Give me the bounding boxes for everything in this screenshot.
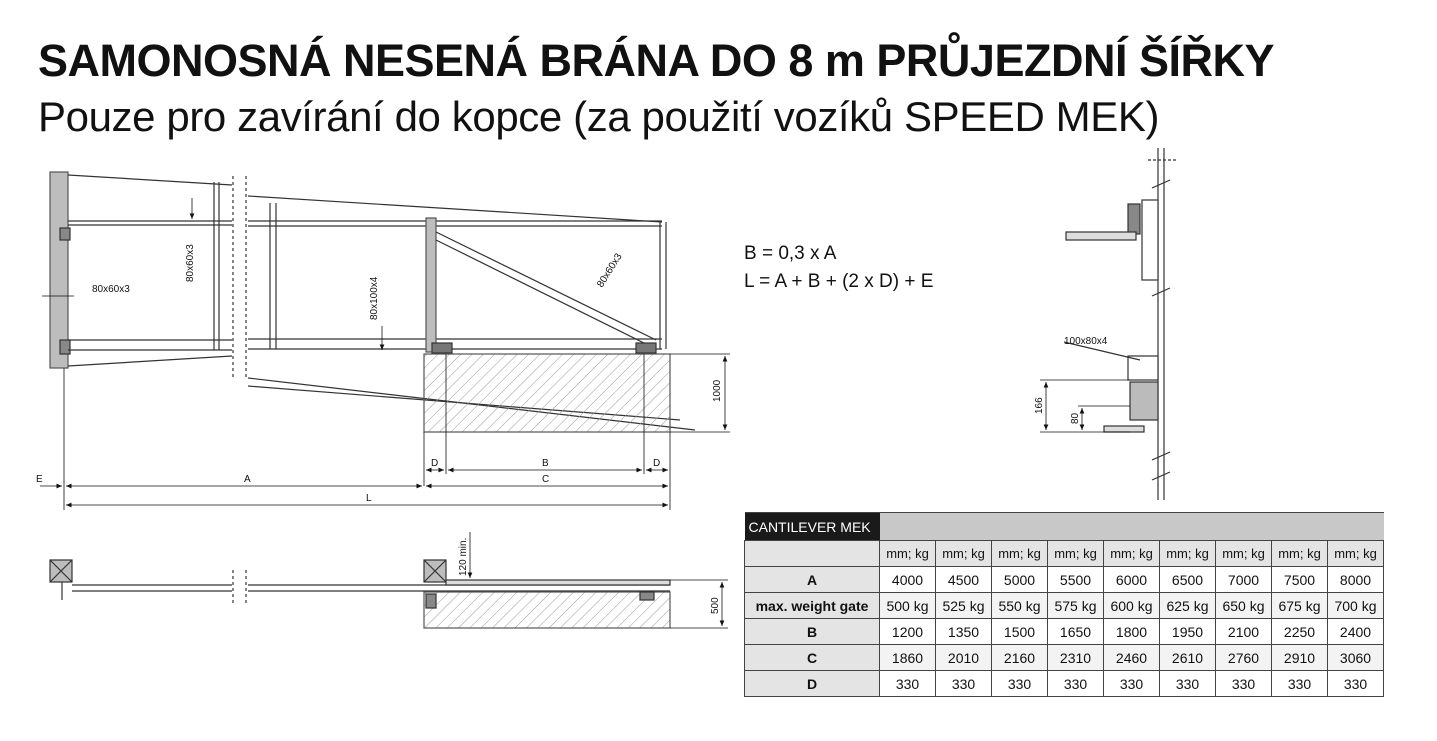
gate-plan (50, 560, 670, 628)
profile-label-horizontal: 80x60x3 (92, 284, 130, 295)
table-units-row (745, 541, 1384, 567)
dim-label-e: E (36, 474, 43, 485)
table-row-a: A 4000 4500 5000 5500 6000 6500 7000 7500 8000 (745, 567, 1384, 593)
dim-label-166: 166 (1034, 397, 1045, 414)
dim-label-d-left: D (431, 458, 439, 469)
dim-label-500: 500 (710, 597, 721, 614)
page-title: SAMONOSNÁ NESENÁ BRÁNA DO 8 m PRŮJEZDNÍ ŠÍŘKY (38, 35, 1274, 86)
table-header-row (745, 513, 1384, 541)
dim-label-c: C (542, 474, 550, 485)
unit-cell: mm; kg (992, 541, 1048, 567)
dim-label-a: A (244, 474, 251, 485)
fixed-post (50, 172, 68, 368)
dim-label-l: L (366, 493, 372, 504)
dim-label-d-right: D (653, 458, 661, 469)
dim-label-1000: 1000 (712, 379, 723, 402)
unit-cell: mm; kg (1216, 541, 1272, 567)
cantilever-spec-table (744, 512, 1384, 697)
row-label: B (745, 619, 880, 645)
dim-label-120: 120 min. (458, 537, 469, 576)
section-profile-label: 100x80x4 (1064, 336, 1108, 347)
row-label: C (745, 645, 880, 671)
unit-cell: mm; kg (1328, 541, 1384, 567)
row-label: max. weight gate (745, 593, 880, 619)
section-dimensions (1040, 380, 1130, 432)
row-label: D (745, 671, 880, 697)
unit-cell: mm; kg (1104, 541, 1160, 567)
unit-cell: mm; kg (936, 541, 992, 567)
table-row-weight: max. weight gate 500 kg 525 kg 550 kg 575 kg 600 kg 625 kg 650 kg 675 kg 700 kg (745, 593, 1384, 619)
gate-section (1064, 148, 1176, 500)
table-row-c: C 1860 2010 2160 2310 2460 2610 2760 2910 3060 (745, 645, 1384, 671)
profile-label-middle: 80x100x4 (369, 276, 380, 320)
table-name: CANTILEVER MEK (745, 513, 880, 541)
unit-cell: mm; kg (1048, 541, 1104, 567)
dim-label-80: 80 (1070, 412, 1081, 424)
foundation-plan (424, 592, 670, 628)
page-subtitle: Pouze pro zavírání do kopce (za použití vozíků SPEED MEK) (38, 93, 1160, 140)
unit-cell: mm; kg (1160, 541, 1216, 567)
table-row-d: D 330 330 330 330 330 330 330 330 330 (745, 671, 1384, 697)
table-row-b: B 1200 1350 1500 1650 1800 1950 2100 2250 2400 (745, 619, 1384, 645)
formula-b: B = 0,3 x A (744, 243, 837, 264)
dim-label-b: B (542, 458, 549, 469)
unit-cell: mm; kg (880, 541, 936, 567)
profile-label-diagonal: 80x60x3 (595, 251, 625, 290)
profile-label-vertical: 80x60x3 (185, 244, 196, 282)
unit-cell: mm; kg (1272, 541, 1328, 567)
row-label: A (745, 567, 880, 593)
formula-l: L = A + B + (2 x D) + E (744, 271, 934, 292)
foundation (424, 354, 670, 432)
